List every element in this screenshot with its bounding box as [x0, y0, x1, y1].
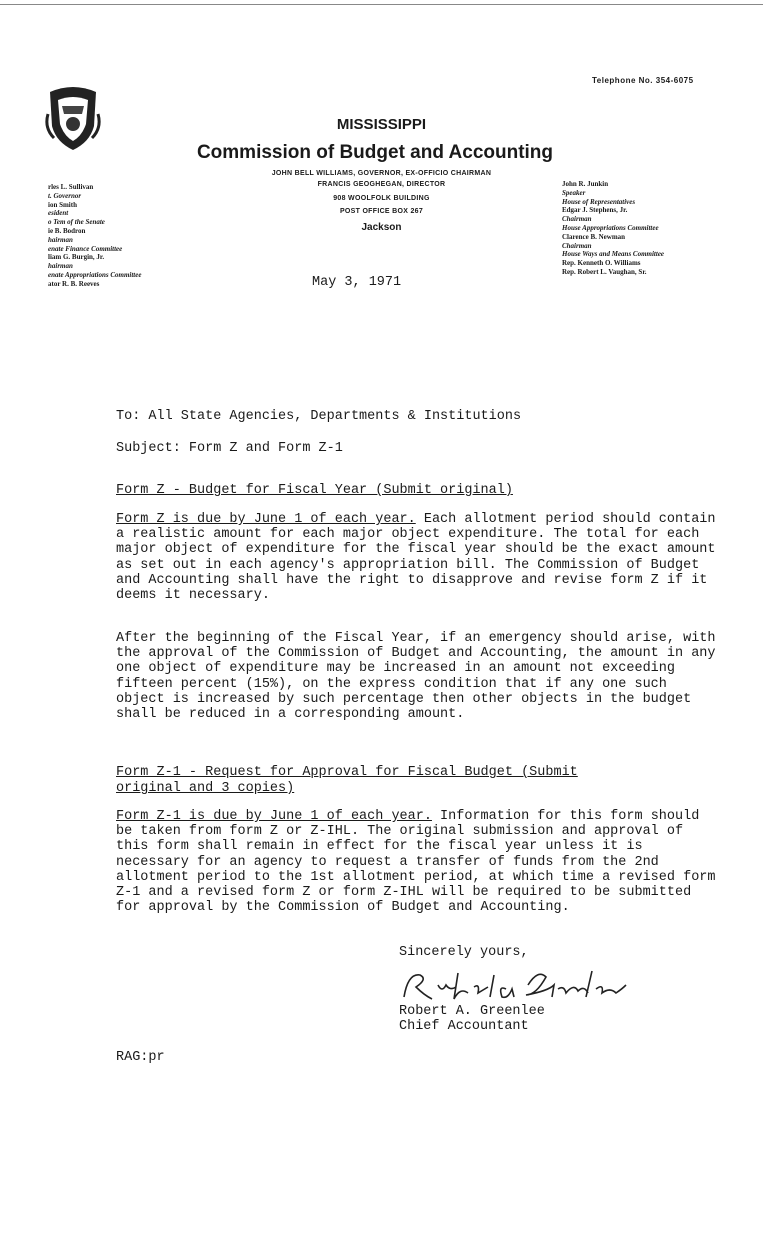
signature	[398, 965, 628, 1005]
official-title: enate Finance Committee	[48, 244, 123, 253]
typist-initials: RAG:pr	[116, 1050, 165, 1065]
official-title: esident	[48, 209, 69, 218]
official-name: liam G. Burgin, Jr.	[48, 253, 105, 262]
official-name: ion Smith	[48, 200, 77, 209]
city-name: Jackson	[361, 222, 402, 233]
building-line: 908 WOOLFOLK BUILDING	[333, 195, 430, 202]
subject-line: Subject: Form Z and Form Z-1	[116, 441, 343, 456]
form-z1-heading-line-1: Form Z-1 - Request for Approval for Fiscal Budget (Submit	[116, 765, 578, 780]
official-title: hairman	[48, 262, 73, 271]
recipient-line: To: All State Agencies, Departments & Institutions	[116, 409, 522, 424]
official-name: ie B. Bodron	[48, 226, 86, 235]
form-z1-due-date: Form Z-1 is due by June 1 of each year.	[116, 809, 432, 824]
official-title: o Tem of the Senate	[48, 218, 105, 227]
agency-name: Commission of Budget and Accounting	[196, 142, 554, 163]
form-z-paragraph	[116, 512, 716, 603]
form-z-heading: Form Z - Budget for Fiscal Year (Submit original)	[116, 483, 513, 498]
closing: Sincerely yours,	[399, 945, 529, 960]
official-title: t. Governor	[48, 191, 82, 200]
official-title: hairman	[48, 235, 73, 244]
official-name: Rep. Robert L. Vaughan, Sr.	[562, 267, 647, 276]
signer-name: Robert A. Greenlee	[399, 1004, 545, 1019]
form-z-body: Each allotment period should contain a realistic amount for each major object expenditure. The total for each major object of expenditure for the fiscal year should be the exact amount as set out in each agency's appropriation bill. The Commission of Budget and Accounting shall have the right to disapprove and revise form Z if it deems it necessary.	[116, 512, 716, 604]
form-z1-body: Information for this form should be taken from form Z or Z-IHL. The original submission and approval of this form shall remain in effect for the fiscal year unless it is necessary for an agency to request a transfer of funds from the 2nd allotment period to the 1st allotment period, at which time a revised form Z-1 and a revised form Z or form Z-IHL will be required to be submitted for approval by the Commission of Budget and Accounting.	[116, 809, 716, 916]
official-title: Chairman	[562, 215, 592, 224]
top-border-line	[0, 4, 763, 5]
official-name: ator R. B. Reeves	[48, 279, 100, 288]
left-officials-list	[48, 183, 198, 289]
official-title: Chairman	[562, 241, 592, 250]
official-name: rles L. Sullivan	[48, 183, 94, 191]
state-name: MISSISSIPPI	[336, 116, 427, 133]
official-name: Clarence B. Newman	[562, 232, 626, 241]
official-title: House Ways and Means Committee	[562, 250, 665, 259]
official-title: enate Appropriations Committee	[48, 270, 142, 279]
official-name: John R. Junkin	[562, 180, 609, 188]
official-title: Speaker	[562, 188, 586, 197]
official-title: House Appropriations Committee	[562, 223, 659, 232]
form-z1-paragraph	[116, 809, 716, 915]
director-line: FRANCIS GEOGHEGAN, DIRECTOR	[317, 181, 446, 188]
emergency-paragraph: After the beginning of the Fiscal Year, if an emergency should arise, with the approval of the Commission of Budget and Accounting, the amount in any one object of expenditure may be increased in an amount not exceeding fifteen percent (15%), on the express condition that if any one such object is increased by such percentage then other objects in the budget shall be reduced in a corresponding amount.	[116, 631, 716, 723]
letter-date: May 3, 1971	[312, 275, 402, 290]
form-z-due-date: Form Z is due by June 1 of each year.	[116, 512, 416, 527]
right-officials-list	[562, 180, 762, 277]
form-z1-heading-line-2: original and 3 copies)	[116, 781, 295, 796]
official-name: Rep. Kenneth O. Williams	[562, 259, 641, 268]
official-title: House of Representatives	[562, 197, 636, 206]
governor-line: JOHN BELL WILLIAMS, GOVERNOR, EX-OFFICIO CHAIRMAN	[271, 170, 492, 177]
signer-title: Chief Accountant	[399, 1019, 529, 1034]
telephone-number: Telephone No. 354-6075	[592, 76, 694, 85]
official-name: Edgar J. Stephens, Jr.	[562, 206, 628, 215]
po-box-line: POST OFFICE BOX 267	[339, 208, 424, 215]
